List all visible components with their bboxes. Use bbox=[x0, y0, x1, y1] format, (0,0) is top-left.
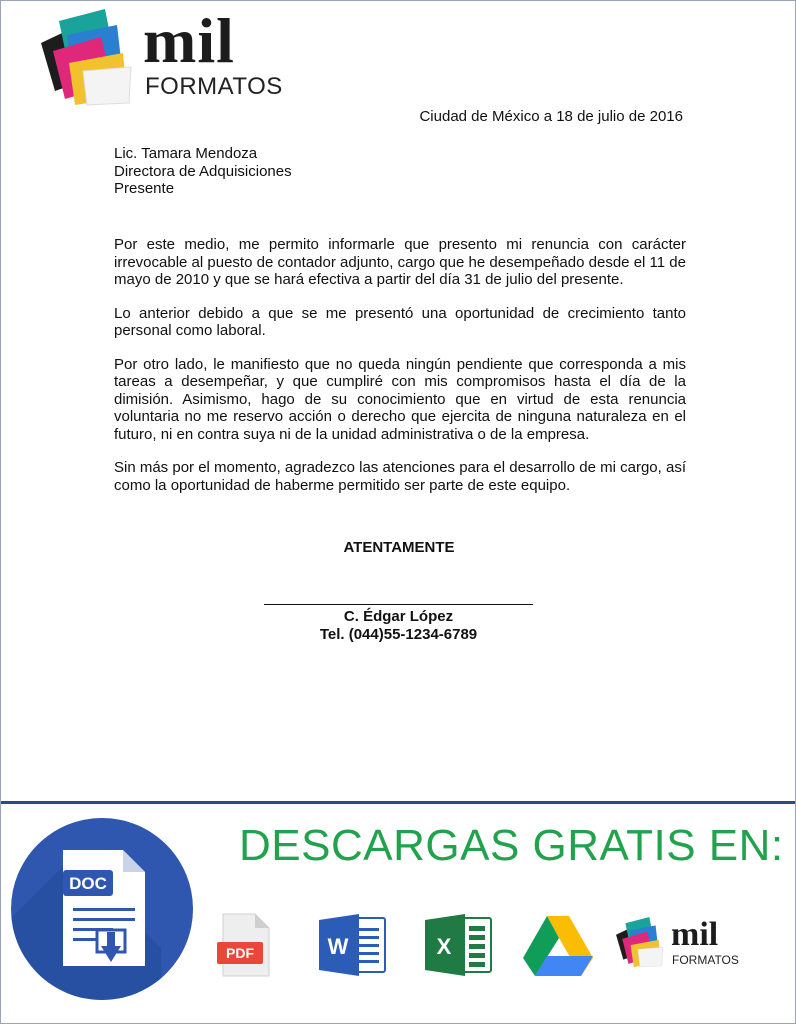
signer-phone: Tel. (044)55-1234-6789 bbox=[319, 626, 478, 643]
brand-small-subtitle: FORMATOS bbox=[672, 953, 739, 967]
brand-small-name: mil bbox=[671, 916, 719, 953]
letter-date: Ciudad de México a 18 de julio de 2016 bbox=[419, 108, 683, 125]
download-banner bbox=[1, 801, 795, 1024]
signature-line bbox=[264, 604, 533, 605]
paragraph: Sin más por el momento, agradezco las atenciones para el desarrollo de mi cargo, así como la oportunidad de haberme permitido ser parte de este equipo. bbox=[114, 459, 686, 494]
paragraph: Por otro lado, le manifiesto que no queda ningún pendiente que corresponda a mis tareas a desempeñar, y que cumpliré con mis compromisos hasta el día de la dimisión. Asimismo, hago de su conocimiento que en virtud de esta renuncia voluntaria no me reservo acción o derecho que ejercita de ninguna naturaleza en el futuro, ni en contra suya ni de la unidad administrativa o de la empresa. bbox=[114, 355, 686, 443]
signer-name: C. Édgar López bbox=[343, 608, 454, 625]
doc-download-badge[interactable] bbox=[11, 818, 193, 1000]
google-drive-icon[interactable] bbox=[521, 912, 595, 978]
brand-logo-small[interactable] bbox=[615, 914, 765, 978]
brand-logo-sheets-icon bbox=[39, 7, 139, 107]
paragraph: Lo anterior debido a que se me presentó una oportunidad de crecimiento tanto personal como laboral. bbox=[114, 304, 686, 339]
doc-download-icon bbox=[11, 818, 193, 1000]
letter-body bbox=[114, 236, 686, 510]
paragraph: Por este medio, me permito informarle que presento mi renuncia con carácter irrevocable al puesto de contador adjunto, cargo que he desempeñado desde el 11 de mayo de 2010 y que se hará efectiva a partir del día 31 de julio del presente. bbox=[114, 236, 686, 288]
brand-name: mil bbox=[143, 5, 235, 76]
word-icon[interactable] bbox=[319, 912, 389, 978]
brand-subtitle: FORMATOS bbox=[145, 73, 283, 100]
pdf-label: PDF bbox=[226, 945, 254, 961]
brand-logo-small-sheets-icon bbox=[615, 914, 667, 970]
pdf-icon[interactable] bbox=[215, 912, 277, 978]
word-letter: W bbox=[327, 934, 349, 959]
recipient-title: Directora de Adquisiciones bbox=[114, 162, 292, 180]
closing: ATENTAMENTE bbox=[343, 539, 455, 556]
recipient-greeting: Presente bbox=[114, 180, 175, 197]
banner-title: DESCARGAS GRATIS EN: bbox=[239, 821, 784, 870]
excel-letter: X bbox=[436, 934, 452, 959]
recipient-name: Lic. Tamara Mendoza bbox=[114, 145, 258, 162]
brand-logo bbox=[39, 7, 289, 107]
doc-label: DOC bbox=[69, 874, 107, 893]
excel-icon[interactable] bbox=[425, 912, 495, 978]
recipient-block bbox=[114, 145, 292, 198]
